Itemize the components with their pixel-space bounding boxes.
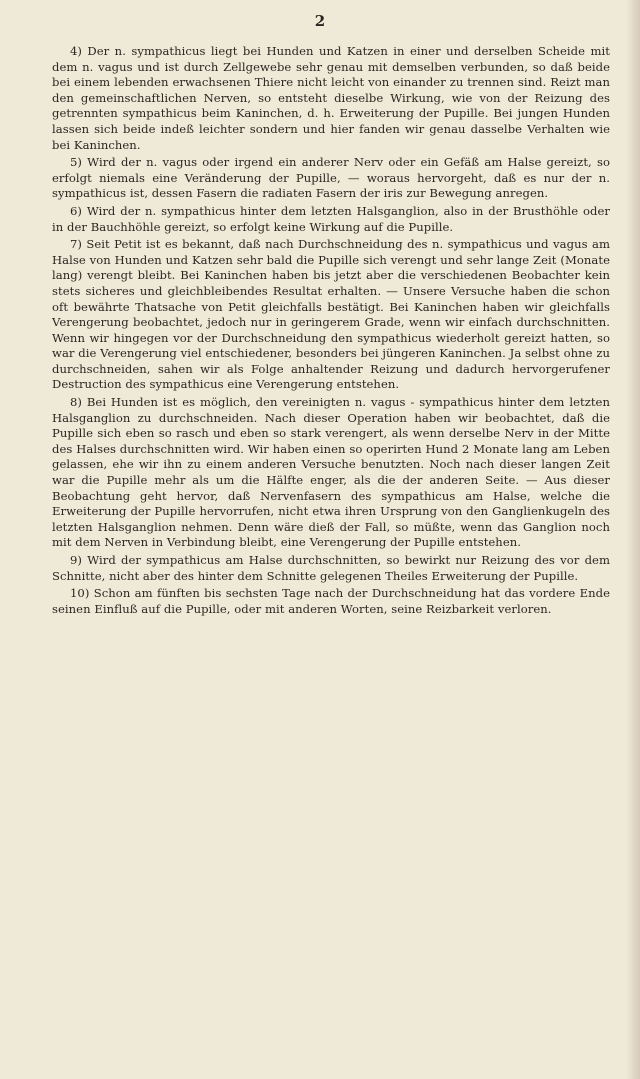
paragraph-9: 9) Wird der sympathicus am Halse durchschnitten, so bewirkt nur Reizung des vor dem Schnitte, nicht aber des hinter dem Schnitte gelegenen Theiles Erweiterung der Pupille. xyxy=(52,553,610,583)
page-number: 2 xyxy=(314,12,326,30)
paragraph-6: 6) Wird der n. sympathicus hinter dem letzten Halsganglion, also in der Brusthöhle oder in der Bauchhöhle gereizt, so erfolgt keine Wirkung auf die Pupille. xyxy=(52,203,610,234)
paragraph-7: 7) Seit Petit ist es bekannt, daß nach Durchschneidung des n. sympathicus und vagus am Halse von Hunden und Katzen sehr bald die Pupille sich verengt und sehr lange Zeit (Monate lang) verengt bleibt. Bei Kaninchen haben bis jetzt aber die verschiedenen Beobachter kein stets sicheres und gleichbleibendes Resultat erhalten. — Unsere Versuche haben die schon oft bewährte Thatsache von Petit gleichfalls bestätigt. Bei Kaninchen haben wir gleichfalls Verengerung beobachtet, jedoch nur in geringerem Grade, wenn wir einfach durchschnitten. Wenn wir hingegen vor der Durchschneidung den sympathicus wiederholt gereizt hatten, so war die Verengerung viel entschiedener, besonders bei jüngeren Kaninchen. Ja selbst ohne zu durchschneiden, sahen wir als Folge anhaltender Reizung und dadurch hervorgerufener Destruction des sympathicus eine Verengerung entstehen. xyxy=(52,237,610,392)
paragraph-5: 5) Wird der n. vagus oder irgend ein anderer Nerv oder ein Gefäß am Halse gereizt, so erfolgt niemals eine Veränderung der Pupille, — woraus hervorgeht, daß es nur der n. sympathicus ist, dessen Fasern die radiaten Fasern der iris zur Bewegung anregen. xyxy=(52,155,610,201)
paragraph-8: 8) Bei Hunden ist es möglich, den vereinigten n. vagus - sympathicus hinter dem letzten Halsganglion zu durchschneiden. Nach dieser Operation haben wir beobachtet, daß die Pupille sich eben so rasch und eben so stark verengert, als wenn derselbe Nerv in der Mitte des Halses durchschnitten wird. Wir haben einen so operirten Hund 2 Monate lang am Leben gelassen, ehe wir ihn zu einem anderen Versuche benutzten. Noch nach dieser langen Zeit war die Pupille mehr als um die Hälfte enger, als die der anderen Seite. — Aus dieser Beobachtung geht hervor, daß Nervenfasern des sympathicus am Halse, welche die Erweiterung der Pupille hervorrufen, nicht etwa ihren Ursprung von den Ganglienkugeln des letzten Halsganglion nehmen. Denn wäre dieß der Fall, so müßte, wenn das Ganglion noch mit dem Nerven in Verbindung bleibt, eine Verengerung der Pupille entstehen. xyxy=(52,395,610,550)
page-edge-shadow xyxy=(626,0,640,1079)
paragraph-4: 4) Der n. sympathicus liegt bei Hunden und Katzen in einer und derselben Scheide mit dem n. vagus und ist durch Zellgewebe sehr genau mit demselben verbunden, so daß beide bei einem lebenden erwachsenen Thiere nicht leicht von einander zu trennen sind. Reizt man den gemeinschaftlichen Nerven, so entsteht dieselbe Wirkung, wie von der Reizung des getrennten sympathicus beim Kaninchen, d. h. Erweiterung der Pupille. Bei jungen Hunden lassen sich beide indeß leichter sondern und hier fanden wir genau dasselbe Verhalten wie bei Kaninchen. xyxy=(52,44,610,152)
paragraph-10: 10) Schon am fünften bis sechsten Tage nach der Durchschneidung hat das vordere Ende seinen Einfluß auf die Pupille, oder mit anderen Worten, seine Reizbarkeit verloren. xyxy=(52,586,610,616)
